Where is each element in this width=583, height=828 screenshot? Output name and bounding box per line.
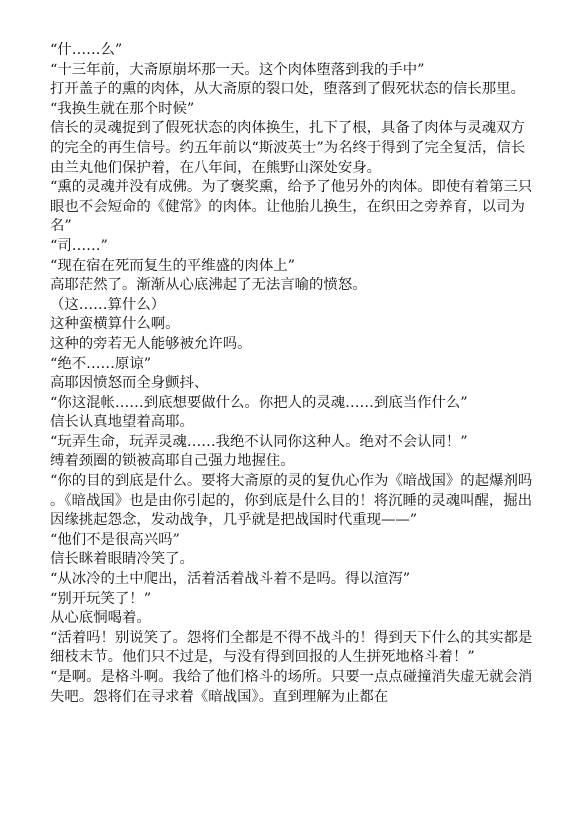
paragraph: 高耶因愤怒而全身颤抖、 xyxy=(50,375,209,392)
paragraph: “你这混帐……到底想要做什么。你把人的灵魂……到底当作什么” xyxy=(50,394,468,411)
paragraph: “玩弄生命，玩弄灵魂……我绝不认同你这种人。绝对不会认同！” xyxy=(50,433,468,450)
paragraph: 这种的旁若无人能够被允许吗。 xyxy=(50,335,252,352)
paragraph: 信长眯着眼睛冷笑了。 xyxy=(50,551,194,568)
paragraph: “现在宿在死而复生的平维盛的肉体上” xyxy=(50,257,295,274)
paragraph: “司……” xyxy=(50,237,108,254)
paragraph: “什……么” xyxy=(50,42,123,58)
paragraph: “十三年前，大斋原崩坏那一天。这个肉体堕落到我的手中” xyxy=(50,61,425,78)
paragraph: “你的目的到底是什么。要将大斋原的灵的复仇心作为《暗战国》的起爆剂吗。《暗战国》也是由你引起的，你到底是什么目的！将沉睡的灵魂叫醒，掘出因缘挑起怨念，发动战争，几乎就是把战国时代重现——” xyxy=(50,473,533,529)
paragraph: （这……算什么） xyxy=(50,296,166,313)
paragraph: “别开玩笑了！” xyxy=(50,590,152,607)
paragraph: 信长认真地望着高耶。 xyxy=(50,414,194,431)
paragraph: 信长的灵魂捉到了假死状态的肉体换生，扎下了根，具备了肉体与灵魂双方的完全的再生信号。约五年前以“斯波英士”为名终于得到了完全复活，信长由兰丸他们保护着，在八年间，在熊野山深处安身。 xyxy=(50,120,526,176)
paragraph: “我换生就在那个时候” xyxy=(50,100,195,117)
paragraph: “绝不……原谅” xyxy=(50,355,152,372)
paragraph: 高耶茫然了。渐渐从心底沸起了无法言喻的愤怒。 xyxy=(50,277,367,294)
document-body xyxy=(50,41,535,707)
paragraph: “熏的灵魂并没有成佛。为了褒奖熏，给予了他另外的肉体。即使有着第三只眼也不会短命的《健常》的肉体。让他胎儿换生，在织田之旁养育，以司为名” xyxy=(50,179,533,235)
paragraph: 从心底恫喝着。 xyxy=(50,610,151,627)
paragraph: “是啊。是格斗啊。我给了他们格斗的场所。只要一点点碰撞消失虚无就会消失吧。怨将们在寻求着《暗战国》。直到理解为止都在 xyxy=(50,669,533,705)
paragraph: “从冰冷的土中爬出，活着活着战斗着不是吗。得以渲泻” xyxy=(50,571,411,588)
paragraph: 缚着颈圈的锁被高耶自己强力地握住。 xyxy=(50,453,295,470)
paragraph: “他们不是很高兴吗” xyxy=(50,531,180,548)
paragraph: 打开盖子的熏的肉体，从大斋原的裂口处，堕落到了假死状态的信长那里。 xyxy=(50,81,525,98)
paragraph: “活着吗！别说笑了。怨将们全都是不得不战斗的！得到天下什么的其实都是细枝末节。他们只不过是，与没有得到回报的人生拼死地格斗着！” xyxy=(50,629,533,666)
paragraph: 这种蛮横算什么啊。 xyxy=(50,316,180,333)
